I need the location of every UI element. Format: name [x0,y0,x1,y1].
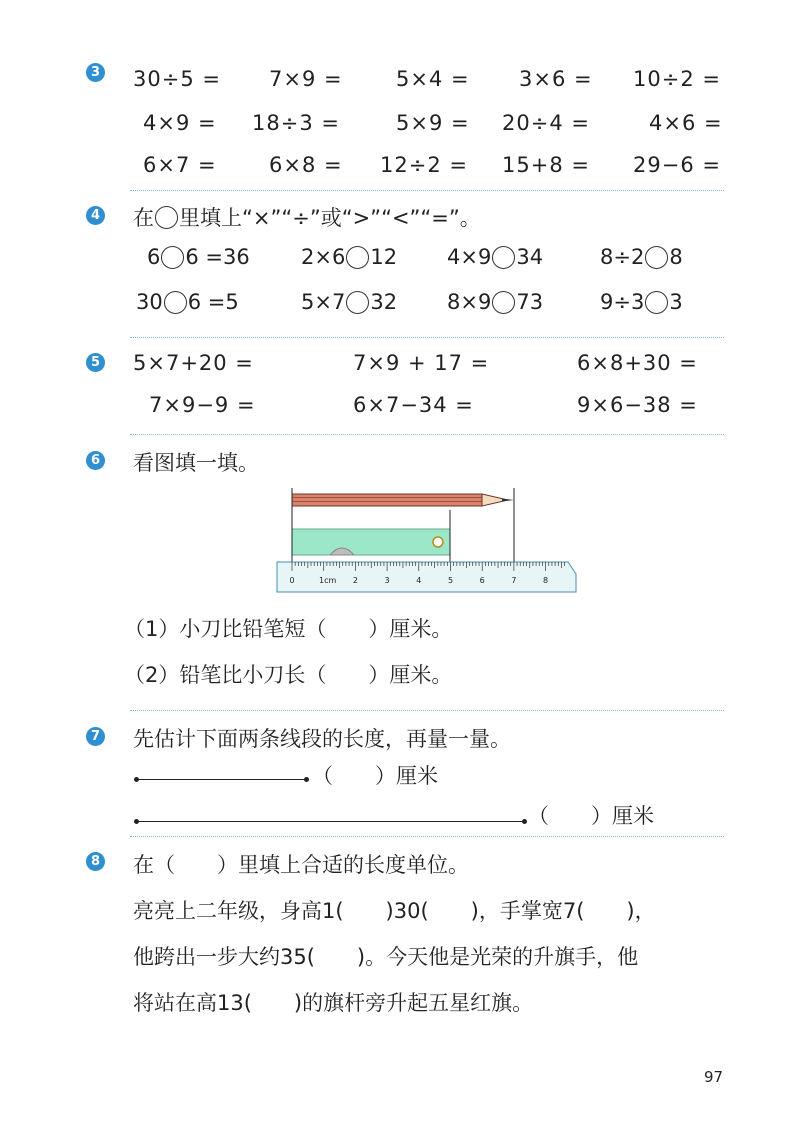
q6-sub1: （1）小刀比铅笔短（ ）厘米。 [124,617,453,641]
divider [130,836,724,837]
q3-r2-c4: 20÷4 = [502,111,590,135]
ruler-label: 3 [384,576,390,585]
question-number-6: 6 [86,451,105,470]
q4-item-left: 2×6 [301,245,346,269]
q8-line1: 亮亮上二年级，身高1( )30( )，手掌宽7( )， [133,899,656,923]
q4-item-left: 30 [136,290,163,314]
q3-r2-c2: 18÷3 = [252,111,340,135]
answer-circle[interactable] [164,291,187,314]
circle-blank-icon [155,206,178,229]
q4-item-6 [301,290,397,314]
question-number-3: 3 [86,63,105,82]
q4-item-3 [447,245,543,269]
q4-item-left: 8÷2 [600,245,645,269]
knife [292,529,450,555]
q4-item-right: 12 [370,245,398,269]
answer-circle[interactable] [645,246,668,269]
divider [130,190,724,191]
q4-item-left: 5×7 [301,290,346,314]
divider [130,337,724,338]
ruler [277,562,576,592]
q4-item-1 [147,245,250,269]
q3-r3-c5: 29−6 = [633,153,721,177]
q4-instruction-post: 里填上“×”“÷”或“>”“<”“=”。 [179,206,481,230]
q7-blank2: （ ）厘米 [528,804,654,828]
q4-item-right: 32 [370,290,398,314]
q4-item-right: 34 [516,245,544,269]
segment2-end-dot [522,819,527,824]
segment1-end-dot [304,777,309,782]
ruler-label: 2 [352,576,358,585]
ruler-figure [270,486,582,596]
answer-circle[interactable] [346,291,369,314]
q4-item-right: 3 [669,290,683,314]
q3-r2-c5: 4×6 = [649,111,723,135]
q3-r3-c3: 12÷2 = [380,153,468,177]
q4-item-left: 8×9 [447,290,492,314]
q3-r1-c4: 3×6 = [519,67,593,91]
q3-r1-c2: 7×9 = [269,67,343,91]
question-number-7: 7 [86,727,105,746]
q4-item-2 [301,245,397,269]
ruler-label: 5 [447,576,454,585]
q4-item-left: 9÷3 [600,290,645,314]
q3-r1-c1: 30÷5 = [133,67,221,91]
q5-r2-c2: 6×7−34 = [353,393,474,417]
q4-item-5 [136,290,239,314]
q3-r2-c1: 4×9 = [143,111,217,135]
q3-r1-c5: 10÷2 = [633,67,721,91]
answer-circle[interactable] [492,291,515,314]
ruler-label: 0 [289,576,295,585]
q4-item-right: 6 =5 [187,290,239,314]
q4-item-right: 73 [516,290,544,314]
answer-circle[interactable] [645,291,668,314]
q4-instruction [133,202,481,232]
q8-instruction: 在（ ）里填上合适的长度单位。 [133,853,469,877]
question-number-4: 4 [86,206,105,225]
question-number-5: 5 [86,353,105,372]
q4-item-8 [600,290,683,314]
pencil [292,494,514,506]
q4-item-right: 8 [669,245,683,269]
page-number: 97 [704,1068,724,1086]
q3-r3-c2: 6×8 = [269,153,343,177]
divider [130,434,724,435]
q5-r1-c2: 7×9 + 17 = [353,351,490,375]
divider [130,710,724,711]
q3-r1-c3: 5×4 = [396,67,470,91]
ruler-label: 1cm [319,576,337,585]
q7-blank1: （ ）厘米 [312,764,438,788]
answer-circle[interactable] [492,246,515,269]
q5-r1-c1: 5×7+20 = [133,351,254,375]
q8-line3: 将站在高13( )的旗杆旁升起五星红旗。 [133,991,534,1015]
answer-circle[interactable] [161,246,184,269]
q6-instruction: 看图填一填。 [133,451,259,475]
q3-r3-c1: 6×7 = [143,153,217,177]
q4-item-7 [447,290,543,314]
segment-2 [136,821,524,822]
q3-r2-c3: 5×9 = [396,111,470,135]
q6-sub2: （2）铅笔比小刀长（ ）厘米。 [124,663,453,687]
q8-line2: 他跨出一步大约35( )。今天他是光荣的升旗手，他 [133,945,639,969]
q4-item-left: 6 [147,245,161,269]
q5-r2-c1: 7×9−9 = [149,393,256,417]
ruler-label: 8 [543,576,549,585]
ruler-label: 4 [416,576,422,585]
q7-instruction: 先估计下面两条线段的长度，再量一量。 [133,727,511,751]
q4-item-4 [600,245,683,269]
q3-r3-c4: 15+8 = [502,153,590,177]
q4-item-right: 6 =36 [185,245,250,269]
q5-r1-c3: 6×8+30 = [577,351,698,375]
q5-r2-c3: 9×6−38 = [577,393,698,417]
answer-circle[interactable] [346,246,369,269]
ruler-label: 6 [479,576,485,585]
q4-item-left: 4×9 [447,245,492,269]
q4-instruction-pre: 在 [133,206,154,230]
question-number-8: 8 [86,852,105,871]
segment-1 [136,779,306,780]
ruler-label: 7 [511,576,517,585]
